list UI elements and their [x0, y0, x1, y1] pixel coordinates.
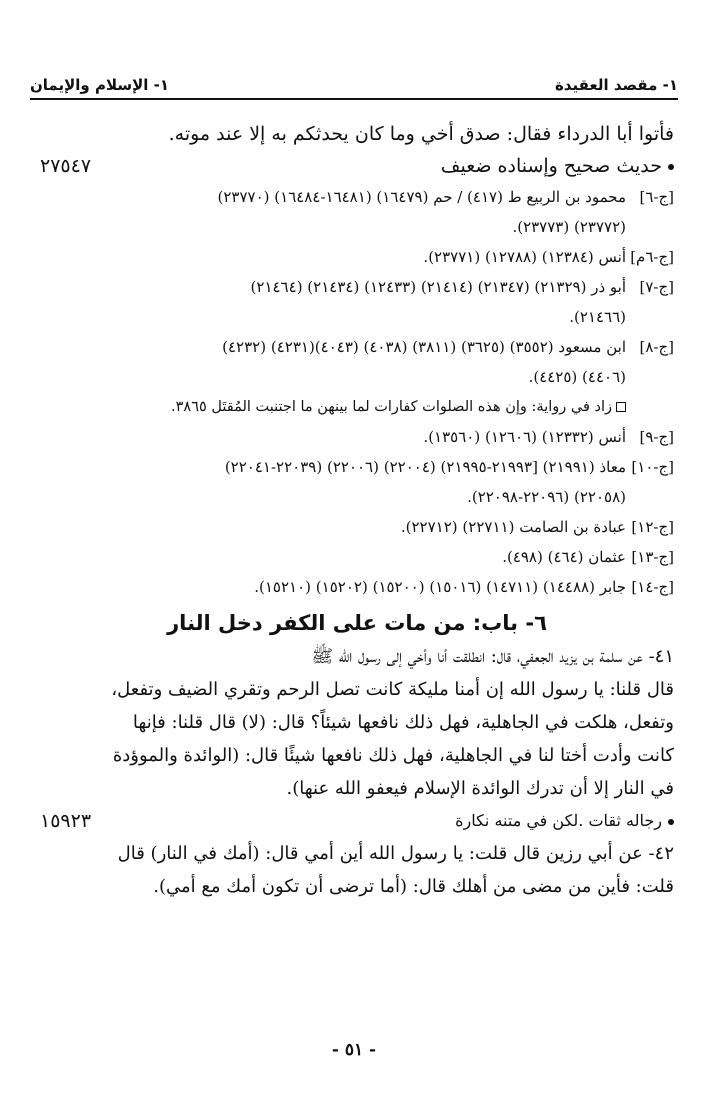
ref-entry	[40, 452, 674, 512]
running-head-right: ١- مقصد العقيدة	[554, 76, 678, 94]
ref-line: (٢٣٧٧٢) (٢٣٧٧٣).	[512, 218, 626, 236]
ref-line: عبادة بن الصامت (٢٢٧١١) (٢٢٧١٢).	[400, 518, 626, 536]
grade-row-1	[40, 150, 674, 182]
ref-line: أنس (١٢٣٨٤) (١٢٧٨٨) (٢٣٧٧١).	[423, 248, 626, 266]
ref-line: محمود بن الربيع ط (٤١٧) / حم (١٦٤٧٩) (١٦٤٨١-١٦٤٨٤) (٢٣٧٧٠)	[217, 188, 626, 206]
hadith-42	[40, 837, 674, 903]
hadith-41	[40, 640, 674, 805]
note-text: زاد في رواية: وإن هذه الصلوات كفارات لما بينهن ما اجتنبت المُقتَل ٣٨٦٥.	[171, 399, 612, 415]
hadith-line: في النار إلا أن تدرك الوائدة الإسلام فيعفو الله عنها).	[286, 778, 674, 799]
ref-text	[40, 542, 626, 572]
ref-entry	[40, 272, 674, 332]
grade-row-2	[40, 805, 674, 837]
ref-text	[40, 272, 626, 332]
hadith-line: قال قلنا: يا رسول الله إن أمنا مليكة كانت تصل الرحم وتقري الضيف وتفعل،	[111, 679, 674, 700]
ref-line: معاذ (٢١٩٩١) [٢١٩٩٣-٢١٩٩٥) (٢٢٠٠٤) (٢٢٠٠٦) (٢٢٠٣٩-٢٢٠٤١)	[224, 458, 626, 476]
ref-tag: [ج-٦]	[639, 188, 674, 206]
ref-tag: [ج-٨]	[639, 338, 674, 356]
ref-entry	[40, 242, 674, 272]
ref-entry	[40, 512, 674, 542]
ref-line: (٤٤٠٦) (٤٤٢٥).	[528, 368, 626, 386]
ref-line: جابر (١٤٤٨٨) (١٤٧١١) (١٥٠١٦) (١٥٢٠٠) (١٥٢٠٢) (١٥٢١٠).	[254, 578, 626, 596]
hadith-line: قلت: فأين من مضى من أهلك قال: (أما ترضى أن تكون أمك مع أمي).	[153, 876, 674, 897]
chapter-title: ٦- باب: من مات على الكفر دخل النار	[167, 611, 547, 635]
ref-entry	[40, 332, 674, 392]
ref-text	[40, 452, 626, 512]
square-icon	[616, 402, 626, 412]
ref-text	[40, 422, 626, 452]
running-head-left: ١- الإسلام والإيمان	[30, 76, 170, 94]
ref-text	[40, 332, 626, 392]
ref-tag: [ج-٦م]	[630, 248, 674, 266]
ref-text	[40, 182, 626, 242]
hadith-line: ٤١- عن سلمة بن يزيد الجعفي، قال: انطلقت أنا وأخي إلى رسول الله ﷺ	[311, 646, 674, 667]
ref-text	[40, 242, 626, 272]
bullet-icon	[668, 164, 674, 170]
bullet-icon	[668, 819, 674, 825]
ref-entry	[40, 572, 674, 602]
ref-tag: [ج-١٤]	[631, 578, 674, 596]
grade-label: رجاله ثقات .لكن في متنه نكارة	[455, 811, 662, 830]
ref-entry	[40, 422, 674, 452]
hadith-line: ٤٢- عن أبي رزين قال قلت: يا رسول الله أين أمي قال: (أمك في النار) قال	[117, 843, 674, 864]
grade-label: حديث صحيح وإسناده ضعيف	[440, 155, 662, 177]
ref-entry	[40, 542, 674, 572]
ref-entry	[40, 182, 674, 242]
ref-tag: [ج-١٣]	[631, 548, 674, 566]
header-rule	[30, 98, 678, 100]
hadith-line: كانت وأدت أختا لنا في الجاهلية، فهل ذلك نافعها شيئًا قال: (الوائدة والموؤدة	[112, 745, 674, 766]
note-line	[40, 392, 674, 422]
ref-line: أنس (١٢٣٣٢) (١٢٦٠٦) (١٣٥٦٠).	[423, 428, 626, 446]
ref-line: (٢٢٠٥٨) (٢٢٠٩٦-٢٢٠٩٨).	[467, 488, 626, 506]
running-head	[30, 58, 678, 94]
ref-line: ابن مسعود (٣٥٥٢) (٣٦٢٥) (٣٨١١) (٤٠٣٨) (٤٠٤٣)(٤٢٣١) (٤٢٣٢)	[222, 338, 626, 356]
ref-tag: [ج-١٠]	[631, 458, 674, 476]
ref-tag: [ج-١٢]	[631, 518, 674, 536]
page-body	[40, 118, 674, 903]
ref-text	[40, 572, 626, 602]
ref-line: أبو ذر (٢١٣٢٩) (٢١٣٤٧) (٢١٤١٤) (١٢٤٣٣) (٢١٤٣٤) (٢١٤٦٤)	[250, 278, 626, 296]
hadith-line: وتفعل، هلكت في الجاهلية، فهل ذلك نافعها شيئاً؟ قال: (لا) قال قلنا: فإنها	[132, 712, 674, 733]
hadith-number-1: ٢٧٥٤٧	[40, 155, 92, 177]
grade-text-1	[441, 150, 674, 182]
ref-line: (٢١٤٦٦).	[569, 308, 626, 326]
page-number: - ٥١ -	[331, 1040, 377, 1060]
ref-line: عثمان (٤٦٤) (٤٩٨).	[502, 548, 626, 566]
ref-text	[40, 512, 626, 542]
ref-tag: [ج-٧]	[639, 278, 674, 296]
grade-text-2	[455, 805, 674, 837]
hadith-number-2: ١٥٩٢٣	[40, 810, 92, 832]
ref-tag: [ج-٩]	[639, 428, 674, 446]
text-line-1: فأتوا أبا الدرداء فقال: صدق أخي وما كان يحدثكم به إلا عند موته.	[168, 123, 674, 145]
